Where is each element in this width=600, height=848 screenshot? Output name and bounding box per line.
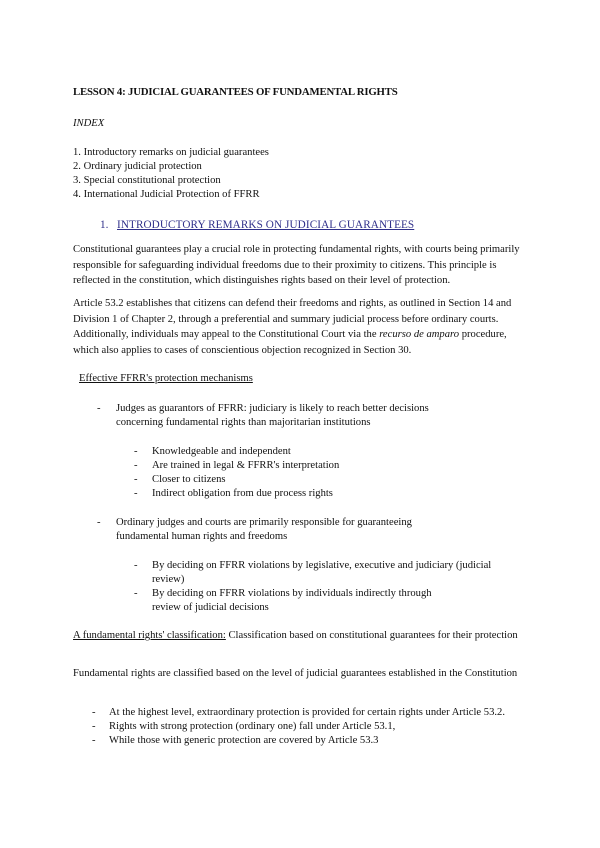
sub-bullet-text: review of judicial decisions xyxy=(152,602,269,613)
bullet-text: concerning fundamental rights than majoritarian institutions xyxy=(116,417,371,428)
sub-bullet-text: Closer to citizens xyxy=(152,474,226,485)
sub-bullet-dash: - xyxy=(134,560,138,571)
classification-paragraph xyxy=(73,628,528,644)
paragraph-article-53-2 xyxy=(73,296,528,358)
bullet-text: Judges as guarantors of FFRR: judiciary is likely to reach better decisions xyxy=(116,403,429,414)
classification-text: Classification based on constitutional guarantees for their protection xyxy=(225,630,518,641)
bullet-dash: - xyxy=(97,403,101,414)
level-dash: - xyxy=(92,735,96,746)
level-text: Rights with strong protection (ordinary one) fall under Article 53.1, xyxy=(109,721,396,732)
index-item: 4. International Judicial Protection of FFRR xyxy=(73,189,260,200)
paragraph-intro: Constitutional guarantees play a crucial role in protecting fundamental rights, with courts being primarily responsible for safeguarding individual freedoms due to their proximity to citizens. This principle is reflected in the constitution, which distinguishes rights based on their level of protection. xyxy=(73,244,520,286)
sub-bullet-dash: - xyxy=(134,460,138,471)
bullet-text: Ordinary judges and courts are primarily responsible for guaranteeing xyxy=(116,517,412,528)
sub-bullet-dash: - xyxy=(134,446,138,457)
sub-bullet-text: Are trained in legal & FFRR's interpretation xyxy=(152,460,340,471)
paragraph-text: Article 53.2 establishes that citizens can defend their freedoms and rights, as outlined in Section 14 and Division 1 of Chapter 2, through a preferential and summary judicial process before ordinary courts. Additionally, individuals may appeal to the Constitutional Court via the xyxy=(73,298,512,340)
sub-bullet-dash: - xyxy=(134,488,138,499)
sub-bullet-text: By deciding on FFRR violations by individuals indirectly through xyxy=(152,588,432,599)
index-item: 3. Special constitutional protection xyxy=(73,175,221,186)
sub-bullet-dash: - xyxy=(134,588,138,599)
section-heading-label: INTRODUCTORY REMARKS ON JUDICIAL GUARANTEES xyxy=(117,219,415,231)
paragraph-text: procedure, which also applies to cases of conscientious objection recognized in Section 30. xyxy=(73,329,507,356)
index-item: 1. Introductory remarks on judicial guarantees xyxy=(73,147,269,158)
sub-bullet-text: review) xyxy=(152,574,185,585)
mechanisms-heading: Effective FFRR's protection mechanisms xyxy=(79,373,253,384)
level-text: While those with generic protection are covered by Article 53.3 xyxy=(109,735,379,746)
sub-bullet-text: Indirect obligation from due process rights xyxy=(152,488,333,499)
section-number: 1. xyxy=(100,219,109,231)
paragraph-classified: Fundamental rights are classified based on the level of judicial guarantees established in the Constitution xyxy=(73,668,518,679)
bullet-text: fundamental human rights and freedoms xyxy=(116,531,288,542)
level-dash: - xyxy=(92,721,96,732)
index-label: INDEX xyxy=(73,118,105,129)
classification-label: A fundamental rights' classification: xyxy=(73,630,226,641)
index-item: 2. Ordinary judicial protection xyxy=(73,161,202,172)
paragraph-italic-term: recurso de amparo xyxy=(379,329,460,340)
level-text: At the highest level, extraordinary protection is provided for certain rights under Article 53.2. xyxy=(109,707,505,718)
sub-bullet-dash: - xyxy=(134,474,138,485)
section-heading xyxy=(100,219,414,232)
lesson-title: LESSON 4: JUDICIAL GUARANTEES OF FUNDAMENTAL RIGHTS xyxy=(73,86,398,98)
sub-bullet-text: Knowledgeable and independent xyxy=(152,446,291,457)
bullet-dash: - xyxy=(97,517,101,528)
sub-bullet-text: By deciding on FFRR violations by legislative, executive and judiciary (judicial xyxy=(152,560,492,571)
level-dash: - xyxy=(92,707,96,718)
